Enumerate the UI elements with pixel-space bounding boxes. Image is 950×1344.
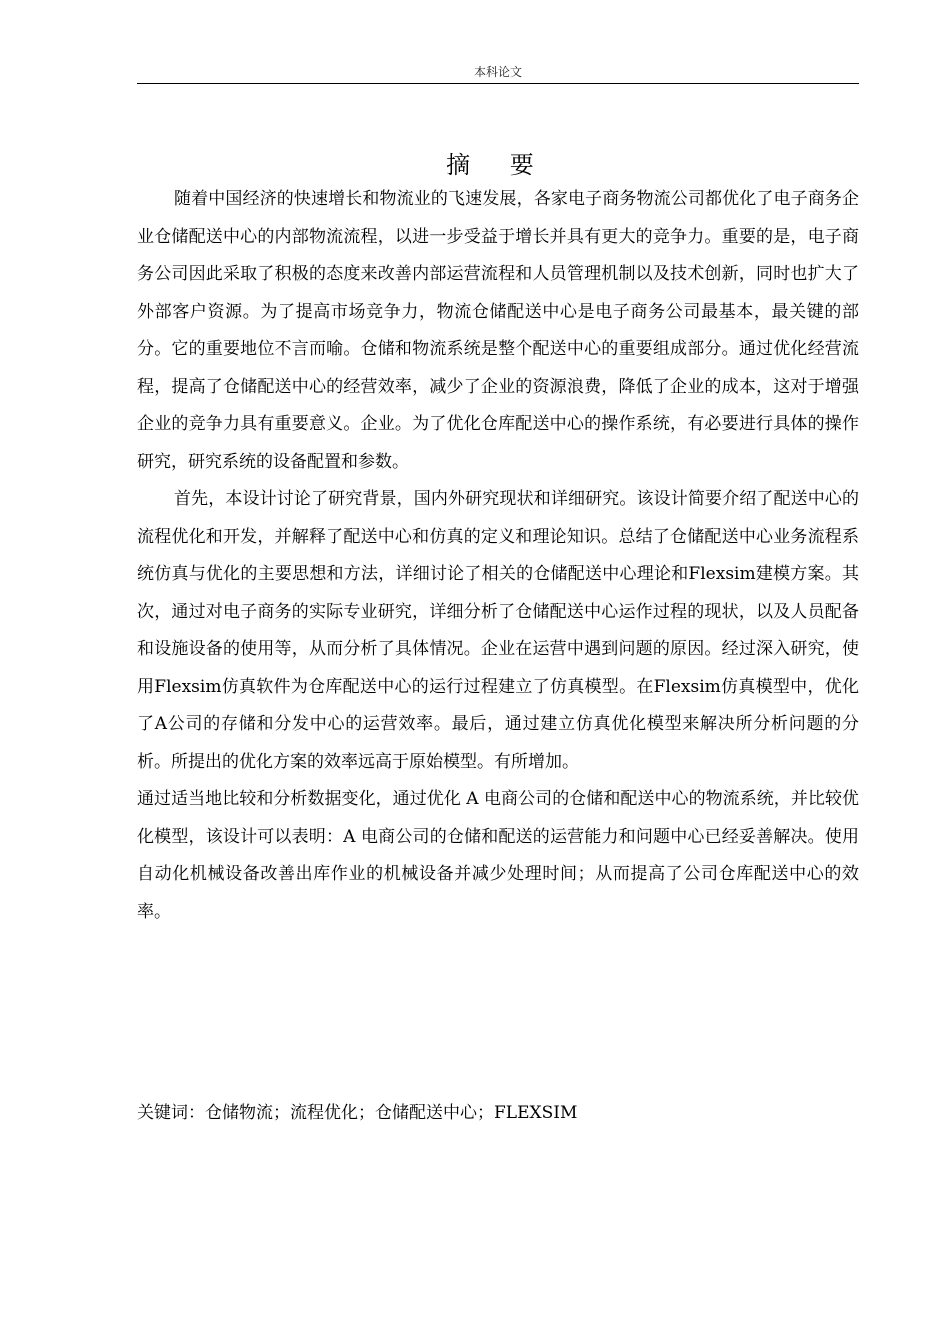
abstract-paragraph-2: 首先，本设计讨论了研究背景，国内外研究现状和详细研究。该设计简要介绍了配送中心的流程优化和开发，并解释了配送中心和仿真的定义和理论知识。总结了仓储配送中心业务流程系统仿真与优化的主要思想和方法，详细讨论了相关的仓储配送中心理论和Flexsim建模方案。其次，通过对电子商务的实际专业研究，详细分析了仓储配送中心运作过程的现状，以及人员配备和设施设备的使用等，从而分析了具体情况。企业在运营中遇到问题的原因。经过深入研究，使用Flexsim仿真软件为仓库配送中心的运行过程建立了仿真模型。在Flexsim仿真模型中，优化了A公司的存储和分发中心的运营效率。最后，通过建立仿真优化模型来解决所分析问题的分析。所提出的优化方案的效率远高于原始模型。有所增加。 xyxy=(137,489,859,772)
abstract-paragraph-3: 通过适当地比较和分析数据变化，通过优化 A 电商公司的仓储和配送中心的物流系统，并比较优化模型，该设计可以表明：A 电商公司的仓储和配送的运营能力和问题中心已经妥善解决。使用自动化机械设备改善出库作业的机械设备并减少处理时间；从而提高了公司仓库配送中心的效率。 xyxy=(137,789,859,922)
running-header: 本科论文 xyxy=(473,65,522,79)
abstract-title: 摘 要 xyxy=(446,151,550,180)
abstract-paragraph-1: 随着中国经济的快速增长和物流业的飞速发展，各家电子商务物流公司都优化了电子商务企业仓储配送中心的内部物流流程，以进一步受益于增长并具有更大的竞争力。重要的是，电子商务公司因此采取了积极的态度来改善内部运营流程和人员管理机制以及技术创新，同时也扩大了外部客户资源。为了提高市场竞争力，物流仓储配送中心是电子商务公司最基本，最关键的部分。它的重要地位不言而喻。仓储和物流系统是整个配送中心的重要组成部分。通过优化经营流程，提高了仓储配送中心的经营效率，减少了企业的资源浪费，降低了企业的成本，这对于增强企业的竞争力具有重要意义。企业。为了优化仓库配送中心的操作系统，有必要进行具体的操作研究，研究系统的设备配置和参数。 xyxy=(137,189,859,472)
keywords-label: 关键词： xyxy=(137,1103,205,1123)
keywords-value: 仓储物流；流程优化；仓储配送中心；FLEXSIM xyxy=(205,1103,578,1123)
abstract-body xyxy=(137,181,859,931)
header-rule xyxy=(137,83,859,84)
keywords-line xyxy=(137,1098,859,1128)
